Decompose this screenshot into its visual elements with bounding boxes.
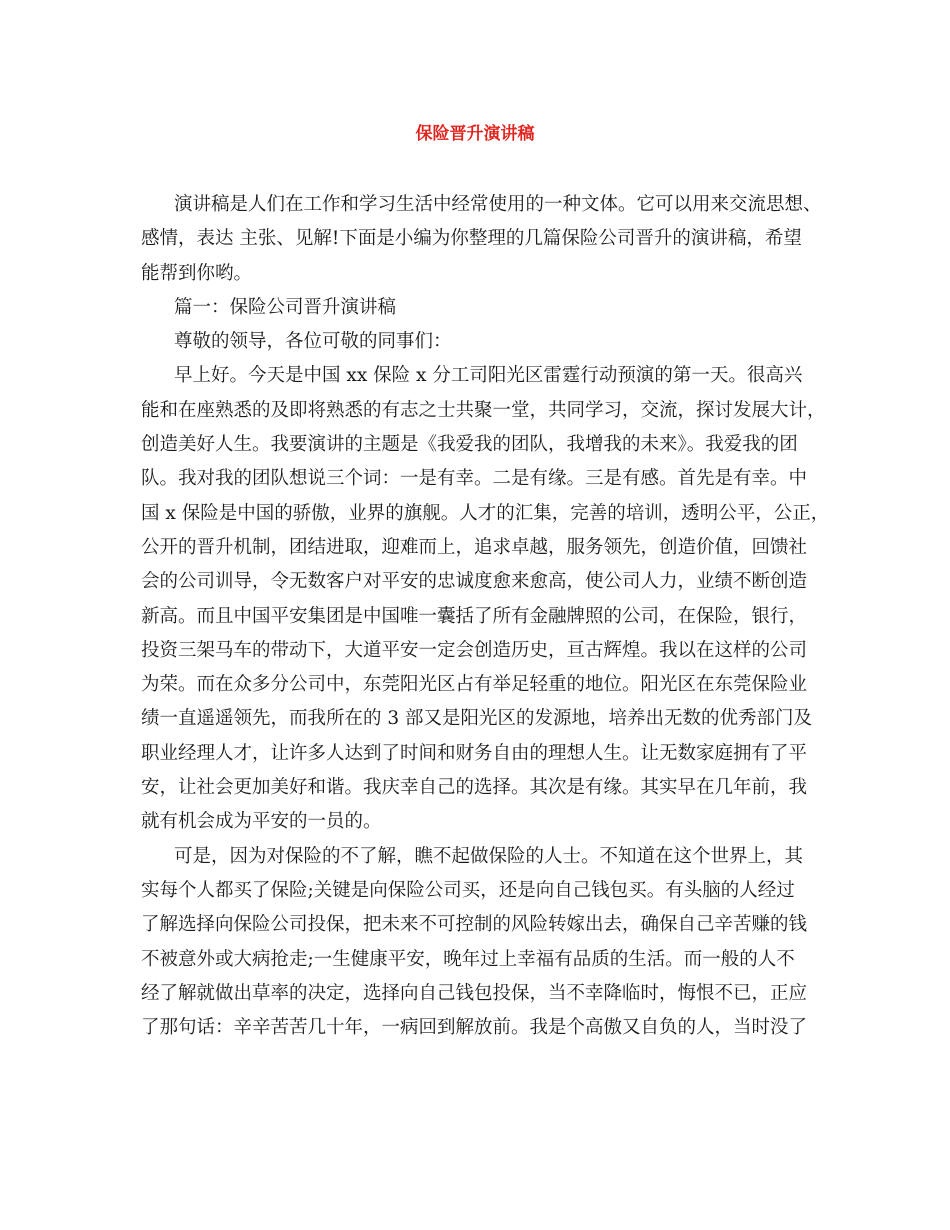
body-line: 尊敬的领导，各位可敬的同事们： <box>174 331 452 353</box>
body-line: 会的公司训导，令无数客户对平安的忠诚度愈来愈高，使公司人力，业绩不断创造 <box>141 571 808 593</box>
body-line: 演讲稿是人们在工作和学习生活中经常使用的一种文体。它可以用来交流思想、 <box>174 194 822 215</box>
body-line: 职业经理人才，让许多人达到了时间和财务自由的理想人生。让无数家庭拥有了平 <box>141 742 808 764</box>
body-line: 能和在座熟悉的及即将熟悉的有志之士共聚一堂，共同学习，交流，探讨发展大计， <box>141 399 826 421</box>
body-line: 创造美好人生。我要演讲的主题是《我爱我的团队，我增我的未来》。我爱我的团 <box>141 434 798 456</box>
body-line: 实每个人都买了保险;关键是向保险公司买，还是向自己钱包买。有头脑的人经过 <box>141 879 795 901</box>
body-line: 就有机会成为平安的一员的。 <box>141 811 382 833</box>
body-line: 队。我对我的团队想说三个词：一是有幸。二是有缘。三是有感。首先是有幸。中 <box>141 468 808 490</box>
body-line: 新高。而且中国平安集团是中国唯一囊括了所有金融牌照的公司，在保险，银行， <box>141 605 808 627</box>
body-line: 经了解就做出草率的决定，选择向自己钱包投保，当不幸降临时，悔恨不已，正应 <box>141 982 808 1004</box>
body-line: 感情，表达 主张、见解!下面是小编为你整理的几篇保险公司晋升的演讲稿，希望 <box>141 228 802 250</box>
body-line: 可是，因为对保险的不了解，瞧不起做保险的人士。不知道在这个世界上，其 <box>174 845 804 867</box>
body-line: 篇一：保险公司晋升演讲稿 <box>174 296 397 318</box>
body-line: 早上好。今天是中国 xx 保险 x 分工司阳光区雷霆行动预演的第一天。很高兴 <box>174 365 803 387</box>
body-line: 安，让社会更加美好和谐。我庆幸自己的选择。其次是有缘。其实早在几年前，我 <box>141 777 808 799</box>
body-line: 国 x 保险是中国的骄傲，业界的旗舰。人才的汇集，完善的培训，透明公平，公正， <box>141 502 830 524</box>
body-line: 为荣。而在众多分公司中，东莞阳光区占有举足轻重的地位。阳光区在东莞保险业 <box>141 674 808 696</box>
document-body <box>141 188 830 1045</box>
body-line: 公开的晋升机制，团结进取，迎难而上，追求卓越，服务领先，创造价值，回馈社 <box>141 536 808 558</box>
body-line: 了解选择向保险公司投保，把未来不可控制的风险转嫁出去，确保自己辛苦赚的钱 <box>141 914 808 936</box>
body-line: 不被意外或大病抢走;一生健康平安，晚年过上幸福有品质的生活。而一般的人不 <box>141 948 795 970</box>
document-title: 保险晋升演讲稿 <box>415 124 535 144</box>
body-line: 能帮到你哟。 <box>141 262 253 284</box>
body-line: 了那句话：辛辛苦苦几十年，一病回到解放前。我是个高傲又自负的人，当时没了 <box>141 1017 808 1039</box>
body-line: 投资三架马车的带动下，大道平安一定会创造历史，亘古辉煌。我以在这样的公司 <box>141 639 808 661</box>
body-line: 绩一直遥遥领先，而我所在的 3 部又是阳光区的发源地，培养出无数的优秀部门及 <box>141 708 813 730</box>
